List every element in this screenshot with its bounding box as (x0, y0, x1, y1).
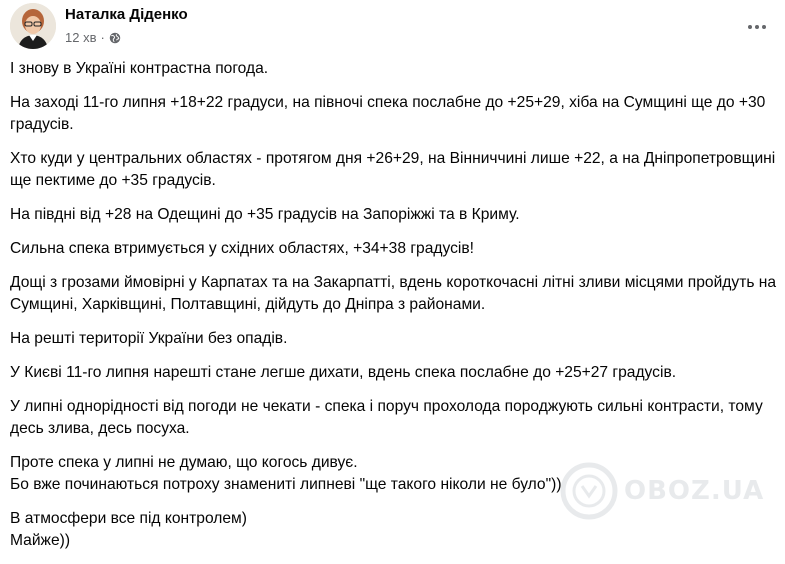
paragraph: І знову в Україні контрастна погода. (10, 60, 269, 77)
paragraph: Дощі з грозами ймовірні у Карпатах та на Закарпатті, вдень короткочасні літні зливи місцями пройдуть на Сумщині, Харківщині, Полтавщині, дійдуть до Дніпра з районами. (10, 274, 777, 313)
author-name[interactable]: Наталка Діденко (65, 6, 188, 23)
more-options-icon (748, 25, 752, 29)
post-time[interactable]: 12 хв (65, 30, 97, 45)
paragraph: На решті території України без опадів. (10, 330, 288, 347)
watermark-text: OBOZ.UA (624, 476, 765, 506)
paragraph: У Києві 11-го липня нарешті стане легше дихати, вдень спека послабне до +25+27 градусів. (10, 364, 677, 381)
paragraph: У липні однорідності від погоди не чекати - спека і поруч прохолода породжують сильні контрасти, тому десь злива, десь посуха. (10, 398, 763, 437)
paragraph: В атмосфери все під контролем) Майже)) (10, 510, 247, 549)
meta-separator: · (100, 30, 105, 45)
globe-icon[interactable] (109, 32, 121, 44)
more-options-dot (762, 25, 766, 29)
paragraph: Хто куди у центральних областях - протягом дня +26+29, на Вінниччині лише +22, а на Дніпропетровщині ще пектиме до +35 градусів. (10, 150, 776, 189)
post-text (10, 58, 780, 564)
paragraph: Сильна спека втримується у східних областях, +34+38 градусів! (10, 240, 474, 257)
more-options-button[interactable] (739, 9, 775, 45)
paragraph: Проте спека у липні не думаю, що когось дивує. Бо вже починаються потроху знамениті липневі "ще такого ніколи не було")) (10, 454, 562, 493)
author-avatar[interactable] (10, 3, 56, 49)
post-meta (65, 30, 121, 45)
avatar-image (10, 3, 56, 49)
paragraph: На півдні від +28 на Одещині до +35 градусів на Запоріжжі та в Криму. (10, 206, 520, 223)
post-header (10, 3, 775, 51)
more-options-dot (755, 25, 759, 29)
paragraph: На заході 11-го липня +18+22 градуси, на півночі спека послабне до +25+29, хіба на Сумщині ще до +30 градусів. (10, 94, 766, 133)
